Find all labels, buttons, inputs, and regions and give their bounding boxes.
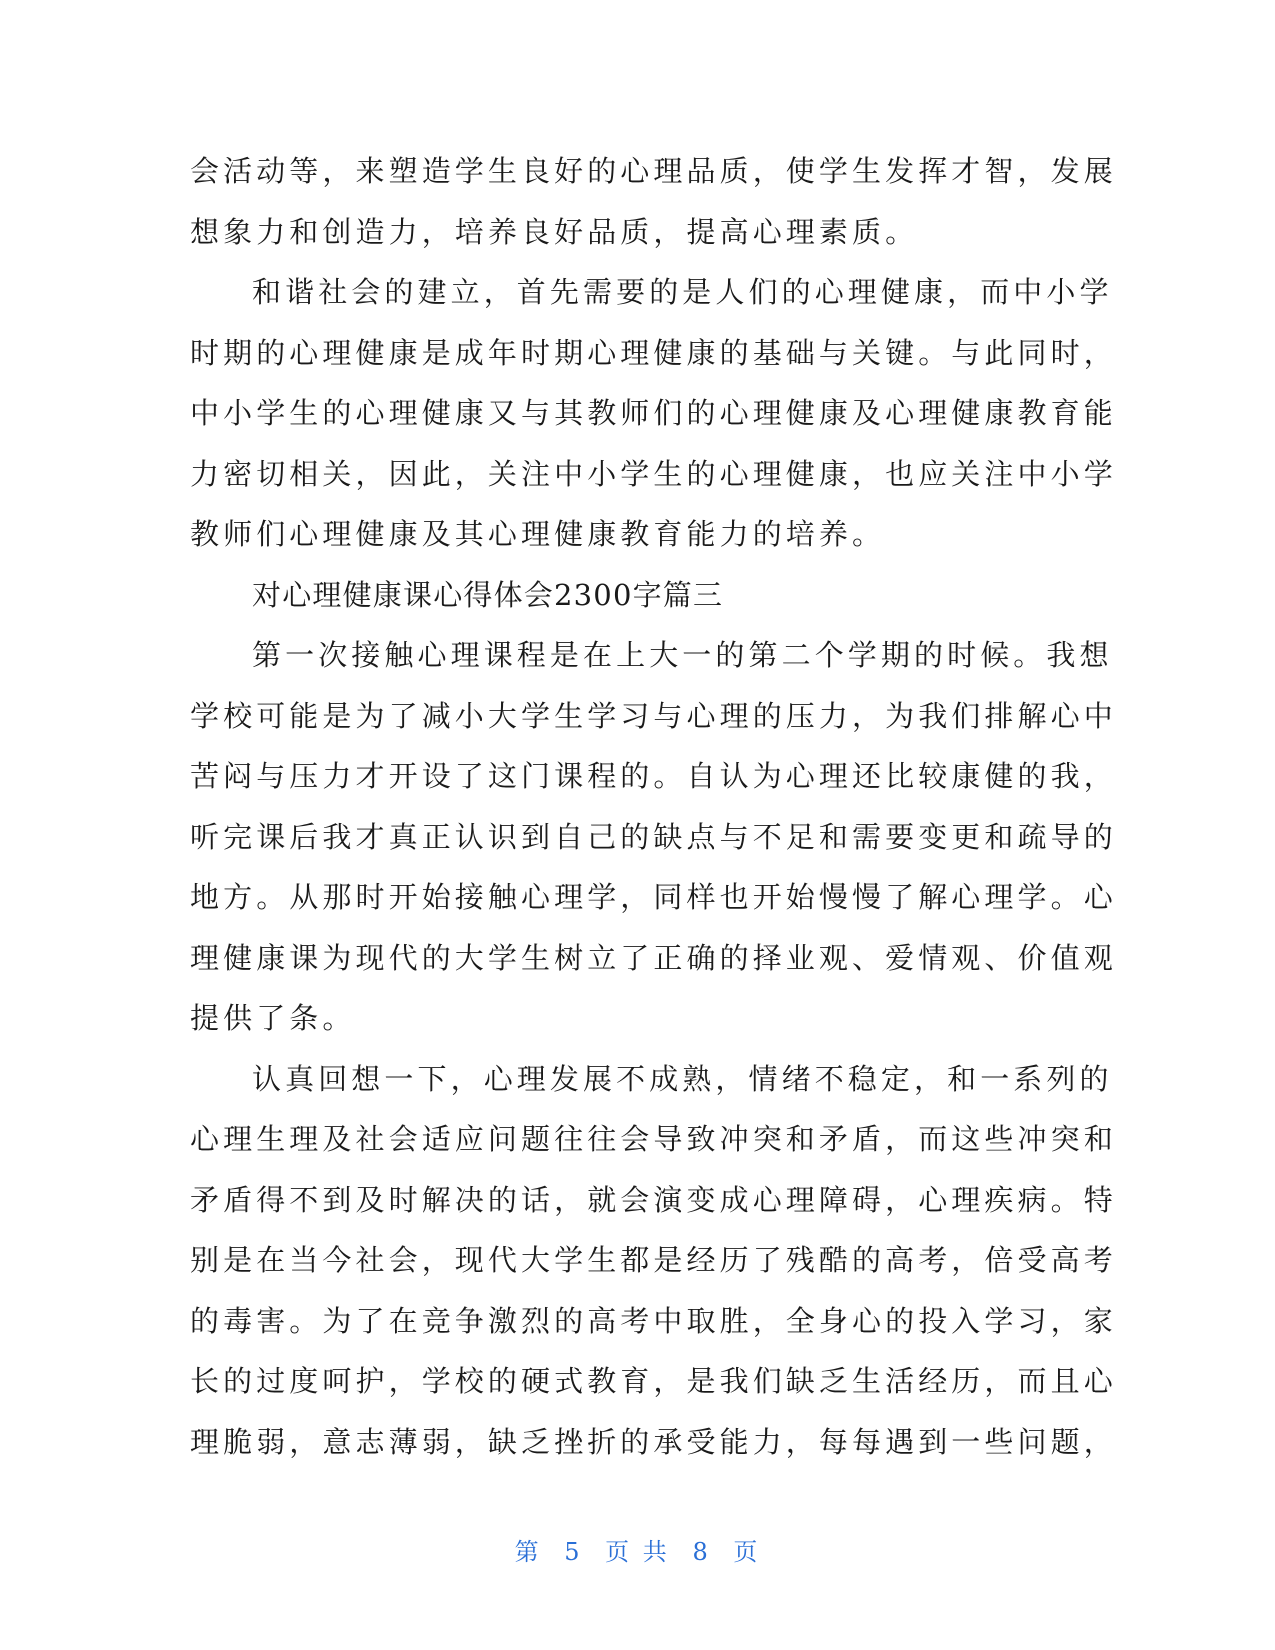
document-body — [190, 141, 1117, 1472]
footer-current-page: 5 — [564, 1538, 583, 1566]
text-line: 想象力和创造力，培养良好品质，提高心理素质。 — [190, 214, 919, 249]
text-line: 地方。从那时开始接触心理学，同样也开始慢慢了解心理学。心 — [190, 880, 1117, 914]
text-line: 会活动等，来塑造学生良好的心理品质，使学生发挥才智，发展 — [190, 154, 1117, 188]
text-line: 别是在当今社会，现代大学生都是经历了残酷的高考，倍受高考 — [190, 1243, 1117, 1277]
text-line: 长的过度呵护，学校的硬式教育，是我们缺乏生活经历，而且心 — [190, 1364, 1117, 1398]
footer-middle: 页 共 — [605, 1538, 670, 1566]
footer-suffix: 页 — [733, 1538, 761, 1566]
text-line: 的毒害。为了在竞争激烈的高考中取胜，全身心的投入学习，家 — [190, 1303, 1117, 1338]
text-line: 第一次接触心理课程是在上大一的第二个学期的时候。我想 — [252, 638, 1113, 672]
text-line: 理健康课为现代的大学生树立了正确的择业观、爱情观、价值观 — [190, 940, 1117, 975]
text-line: 苦闷与压力才开设了这门课程的。自认为心理还比较康健的我， — [190, 759, 1117, 793]
text-line: 和谐社会的建立，首先需要的是人们的心理健康，而中小学 — [252, 275, 1113, 309]
text-line: 教师们心理健康及其心理健康教育能力的培养。 — [190, 517, 886, 551]
text-line: 时期的心理健康是成年时期心理健康的基础与关键。与此同时， — [190, 335, 1117, 370]
paragraph-1 — [190, 141, 1117, 262]
text-line: 心理生理及社会适应问题往往会导致冲突和矛盾，而这些冲突和 — [190, 1122, 1117, 1156]
paragraph-3 — [190, 625, 1117, 1049]
paragraph-4 — [190, 1049, 1117, 1473]
text-line: 力密切相关，因此，关注中小学生的心理健康，也应关注中小学 — [190, 456, 1117, 491]
text-line: 提供了条。 — [190, 1001, 356, 1035]
text-line: 矛盾得不到及时解决的话，就会演变成心理障碍，心理疾病。特 — [190, 1182, 1117, 1217]
section-heading — [190, 565, 1062, 626]
text-line: 认真回想一下，心理发展不成熟，情绪不稳定，和一系列的 — [252, 1061, 1113, 1096]
text-line: 理脆弱，意志薄弱，缺乏挫折的承受能力，每每遇到一些问题， — [190, 1424, 1117, 1459]
footer-total-pages: 8 — [692, 1538, 711, 1566]
section-heading-text: 对心理健康课心得体会2300字篇三 — [252, 577, 724, 612]
page-footer — [0, 1532, 1275, 1567]
text-line: 学校可能是为了减小大学生学习与心理的压力，为我们排解心中 — [190, 698, 1117, 733]
footer-prefix: 第 — [514, 1538, 542, 1566]
paragraph-2 — [190, 262, 1117, 565]
text-line: 中小学生的心理健康又与其教师们的心理健康及心理健康教育能 — [190, 396, 1117, 430]
text-line: 听完课后我才真正认识到自己的缺点与不足和需要变更和疏导的 — [190, 819, 1117, 854]
